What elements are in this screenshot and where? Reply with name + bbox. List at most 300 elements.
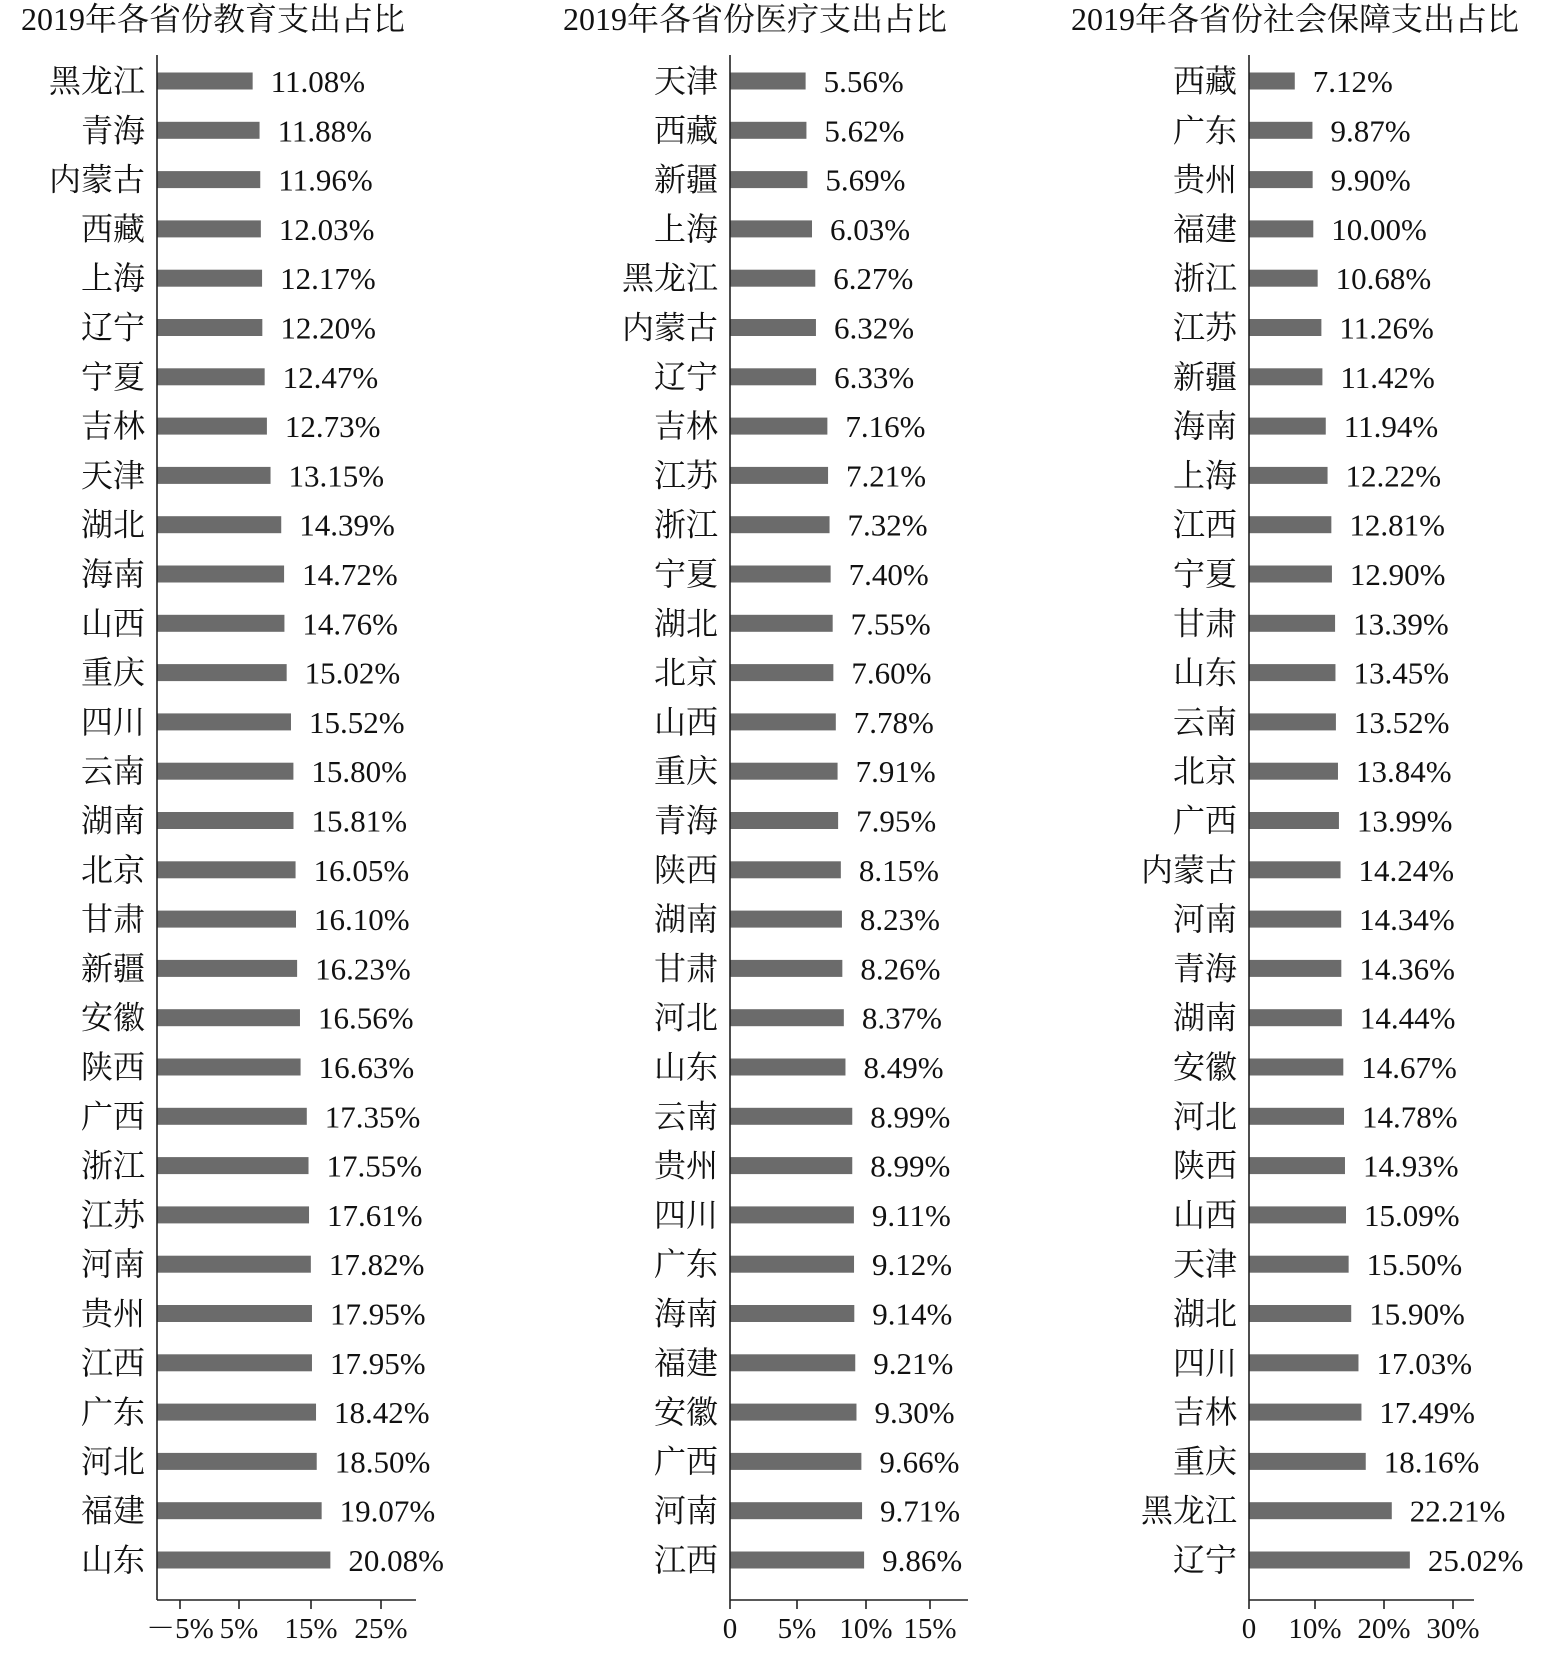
bar — [157, 566, 284, 583]
chart-title: 2019年各省份教育支出占比 — [20, 1, 406, 37]
bar — [1249, 713, 1336, 730]
x-tick-label: 5% — [777, 1613, 817, 1645]
category-label: 江苏 — [653, 457, 718, 494]
bar — [1249, 615, 1335, 632]
data-label: 15.90% — [1369, 1296, 1465, 1332]
category-label: 北京 — [1172, 753, 1237, 790]
category-label: 河南 — [653, 1492, 718, 1529]
category-label: 吉林 — [80, 408, 145, 445]
data-label: 6.33% — [834, 359, 915, 395]
data-label: 14.67% — [1361, 1050, 1457, 1085]
data-label: 8.99% — [870, 1099, 951, 1135]
bar — [730, 73, 806, 90]
data-label: 16.56% — [317, 1000, 414, 1036]
category-label: 福建 — [80, 1492, 145, 1529]
bar — [1249, 1059, 1343, 1076]
x-tick-label: 10% — [1288, 1613, 1342, 1645]
bar — [157, 1502, 322, 1519]
bar — [730, 467, 828, 484]
data-label: 8.99% — [870, 1148, 951, 1184]
bar — [157, 911, 296, 928]
data-label: 9.86% — [882, 1543, 963, 1578]
bar — [157, 1009, 300, 1026]
category-label: 山东 — [1172, 654, 1237, 691]
bar — [730, 1206, 854, 1223]
bar — [1249, 960, 1341, 977]
bar — [730, 220, 812, 237]
data-label: 11.96% — [278, 162, 373, 198]
bar — [730, 1305, 854, 1322]
bar — [157, 1059, 301, 1076]
data-label: 14.24% — [1358, 852, 1455, 888]
category-label: 内蒙古 — [48, 161, 145, 198]
data-label: 17.95% — [329, 1345, 426, 1381]
x-ticks-group — [1242, 1600, 1480, 1645]
category-label: 辽宁 — [653, 358, 718, 395]
chart-panel-healthcare — [563, 1, 968, 1645]
bar — [157, 1206, 309, 1223]
data-label: 8.49% — [863, 1050, 944, 1085]
category-label: 浙江 — [1172, 260, 1237, 297]
x-tick-label: 15% — [903, 1613, 957, 1645]
category-label: 湖北 — [1172, 1295, 1237, 1332]
data-label: 12.90% — [1349, 557, 1446, 592]
bar — [1249, 1206, 1346, 1223]
bar — [157, 319, 262, 336]
bar — [157, 713, 291, 730]
data-label: 7.32% — [847, 507, 928, 543]
category-label: 广东 — [653, 1246, 718, 1283]
category-label: 陕西 — [1172, 1147, 1237, 1184]
category-label: 吉林 — [1172, 1394, 1237, 1431]
data-label: 7.12% — [1312, 64, 1393, 99]
data-label: 9.71% — [880, 1493, 961, 1529]
bar — [157, 516, 281, 533]
chart-panel-education — [21, 1, 444, 1645]
category-label: 江西 — [653, 1542, 718, 1578]
category-label: 青海 — [653, 802, 718, 839]
category-label: 河南 — [80, 1246, 145, 1283]
data-label: 7.40% — [848, 557, 929, 592]
data-label: 11.88% — [277, 113, 373, 149]
data-label: 14.39% — [299, 507, 395, 543]
data-label: 15.52% — [308, 704, 405, 740]
bar — [1249, 73, 1295, 90]
category-label: 青海 — [1172, 950, 1237, 987]
bar — [157, 812, 293, 829]
bar — [1249, 368, 1322, 385]
category-label: 重庆 — [80, 654, 145, 691]
chart-panel-social-security — [1071, 1, 1523, 1645]
category-label: 重庆 — [1172, 1443, 1237, 1480]
bar — [730, 1157, 852, 1174]
bar — [1249, 1108, 1344, 1125]
x-tick-label: 10% — [839, 1613, 893, 1645]
bar — [730, 1108, 852, 1125]
category-label: 山东 — [80, 1542, 145, 1578]
category-label: 贵州 — [1172, 161, 1237, 198]
category-label: 海南 — [1172, 408, 1237, 445]
category-label: 江苏 — [80, 1196, 145, 1233]
bar — [1249, 861, 1341, 878]
category-label: 甘肃 — [80, 901, 145, 938]
category-label: 四川 — [1172, 1344, 1237, 1381]
category-label: 天津 — [80, 457, 145, 494]
data-label: 17.82% — [328, 1247, 425, 1283]
category-label: 上海 — [80, 260, 145, 297]
x-tick-label: 0 — [722, 1613, 738, 1645]
bar — [730, 763, 838, 780]
bar — [1249, 1256, 1349, 1273]
data-label: 17.55% — [326, 1148, 423, 1184]
bar — [157, 861, 296, 878]
data-label: 12.73% — [284, 409, 381, 445]
category-label: 河北 — [653, 999, 718, 1036]
data-label: 17.35% — [324, 1099, 421, 1135]
bar — [730, 418, 827, 435]
bar — [730, 812, 838, 829]
data-label: 10.00% — [1331, 211, 1427, 247]
bar — [1249, 418, 1326, 435]
bar — [730, 270, 815, 287]
category-label: 北京 — [80, 851, 145, 888]
category-label: 甘肃 — [1172, 605, 1237, 642]
category-label: 山西 — [1172, 1196, 1237, 1233]
x-tick-label: 30% — [1426, 1613, 1480, 1645]
bar — [1249, 911, 1341, 928]
category-label: 云南 — [653, 1098, 718, 1135]
bar — [730, 1354, 855, 1371]
chart-title: 2019年各省份医疗支出占比 — [562, 1, 948, 37]
category-label: 河南 — [1172, 901, 1237, 938]
data-label: 14.72% — [302, 557, 398, 592]
bar — [157, 1404, 316, 1421]
bar — [1249, 171, 1313, 188]
bar — [157, 763, 293, 780]
data-label: 9.14% — [872, 1296, 953, 1332]
category-label: 宁夏 — [653, 556, 718, 592]
category-label: 西藏 — [1172, 63, 1237, 99]
bar — [157, 418, 267, 435]
data-label: 13.45% — [1353, 655, 1450, 691]
bar — [1249, 1157, 1345, 1174]
category-label: 广西 — [653, 1443, 718, 1480]
data-label: 7.16% — [845, 409, 926, 445]
bar — [1249, 1502, 1392, 1519]
data-label: 18.42% — [334, 1395, 430, 1431]
data-label: 15.81% — [311, 803, 408, 839]
bar — [730, 1453, 861, 1470]
bar — [157, 1354, 312, 1371]
data-label: 9.90% — [1330, 162, 1411, 198]
bar — [1249, 664, 1335, 681]
bar — [157, 1157, 309, 1174]
category-label: 湖北 — [80, 506, 145, 543]
category-label: 黑龙江 — [1140, 1492, 1237, 1529]
data-label: 11.26% — [1339, 310, 1434, 346]
bar — [730, 1256, 854, 1273]
category-label: 安徽 — [80, 999, 145, 1036]
data-label: 5.56% — [823, 64, 904, 99]
data-label: 9.66% — [879, 1444, 960, 1480]
category-label: 江西 — [1172, 506, 1237, 543]
bar — [1249, 812, 1339, 829]
category-label: 湖南 — [80, 802, 145, 839]
category-label: 广西 — [1172, 802, 1237, 839]
category-label: 山西 — [80, 605, 145, 642]
bar — [157, 467, 271, 484]
bars-group — [1141, 63, 1523, 1578]
x-tick-label: 25% — [354, 1613, 408, 1645]
category-label: 西藏 — [653, 112, 718, 149]
bar — [730, 960, 842, 977]
x-tick-label: 15% — [284, 1613, 338, 1645]
bar — [157, 1108, 307, 1125]
category-label: 黑龙江 — [48, 63, 145, 99]
category-label: 上海 — [653, 210, 718, 247]
bar — [1249, 1354, 1358, 1371]
data-label: 22.21% — [1409, 1493, 1506, 1529]
bar — [730, 171, 807, 188]
category-label: 四川 — [653, 1196, 718, 1233]
data-label: 11.08% — [270, 64, 366, 99]
bar — [730, 861, 841, 878]
data-label: 15.09% — [1364, 1197, 1460, 1233]
bar — [1249, 1453, 1366, 1470]
data-label: 10.68% — [1335, 261, 1432, 297]
category-label: 新疆 — [1172, 358, 1237, 395]
data-label: 12.47% — [282, 359, 379, 395]
data-label: 13.84% — [1355, 754, 1452, 790]
category-label: 新疆 — [653, 161, 718, 198]
data-label: 5.62% — [824, 113, 905, 149]
category-label: 安徽 — [653, 1394, 718, 1431]
category-label: 四川 — [80, 703, 145, 740]
data-label: 16.23% — [315, 951, 411, 987]
data-label: 17.49% — [1379, 1395, 1476, 1431]
data-label: 7.78% — [853, 704, 934, 740]
category-label: 吉林 — [653, 408, 718, 445]
category-label: 黑龙江 — [621, 260, 718, 297]
category-label: 西藏 — [80, 210, 145, 247]
data-label: 6.27% — [833, 261, 914, 297]
data-label: 8.15% — [858, 852, 939, 888]
x-tick-label: 0 — [1241, 1613, 1257, 1645]
bar — [730, 319, 816, 336]
data-label: 7.91% — [855, 754, 936, 790]
bar — [730, 1502, 862, 1519]
x-ticks-group — [146, 1600, 407, 1645]
bar — [1249, 319, 1321, 336]
category-label: 新疆 — [80, 950, 145, 987]
category-label: 广西 — [80, 1098, 145, 1135]
data-label: 9.87% — [1330, 113, 1411, 149]
category-label: 安徽 — [1172, 1049, 1237, 1085]
category-label: 辽宁 — [80, 309, 145, 346]
bar — [1249, 467, 1328, 484]
category-label: 陕西 — [80, 1049, 145, 1085]
bar — [157, 270, 262, 287]
bar — [1249, 220, 1313, 237]
data-label: 16.63% — [318, 1050, 415, 1085]
data-label: 11.94% — [1343, 409, 1439, 445]
bars-group — [622, 63, 962, 1578]
bar — [157, 122, 260, 139]
x-tick-label: 20% — [1357, 1613, 1411, 1645]
data-label: 6.32% — [833, 310, 915, 346]
bar — [730, 1552, 864, 1569]
category-label: 海南 — [80, 556, 145, 592]
category-label: 福建 — [653, 1344, 718, 1381]
category-label: 福建 — [1172, 210, 1237, 247]
bar — [157, 615, 284, 632]
data-label: 12.17% — [280, 261, 376, 297]
data-label: 8.37% — [861, 1000, 942, 1036]
data-label: 25.02% — [1427, 1543, 1524, 1578]
data-label: 13.99% — [1356, 803, 1453, 839]
category-label: 宁夏 — [80, 358, 145, 395]
data-label: 14.78% — [1362, 1099, 1458, 1135]
bar — [730, 516, 830, 533]
bar — [730, 664, 833, 681]
data-label: 11.42% — [1340, 359, 1435, 395]
bar — [157, 73, 253, 90]
data-label: 12.20% — [280, 310, 376, 346]
bar — [1249, 566, 1332, 583]
category-label: 河北 — [80, 1443, 145, 1480]
bars-group — [49, 63, 444, 1578]
category-label: 云南 — [1172, 703, 1237, 740]
data-label: 5.69% — [825, 162, 906, 198]
category-label: 海南 — [653, 1295, 718, 1332]
data-label: 18.50% — [334, 1444, 431, 1480]
data-label: 12.81% — [1349, 507, 1445, 543]
category-label: 湖南 — [653, 901, 718, 938]
category-label: 江苏 — [1172, 309, 1237, 346]
data-label: 14.44% — [1359, 1000, 1456, 1036]
bar — [157, 220, 261, 237]
category-label: 云南 — [80, 753, 145, 790]
data-label: 7.21% — [846, 458, 927, 494]
bar — [730, 122, 806, 139]
chart-title: 2019年各省份社会保障支出占比 — [1070, 1, 1520, 37]
category-label: 湖北 — [653, 605, 718, 642]
data-label: 15.02% — [304, 655, 401, 691]
category-label: 天津 — [1172, 1246, 1237, 1283]
category-label: 天津 — [653, 63, 718, 99]
data-label: 9.30% — [874, 1395, 955, 1431]
data-label: 14.93% — [1362, 1148, 1459, 1184]
category-label: 浙江 — [653, 506, 718, 543]
category-label: 江西 — [80, 1344, 145, 1381]
bar — [730, 566, 831, 583]
category-label: 陕西 — [653, 851, 718, 888]
category-label: 浙江 — [80, 1147, 145, 1184]
data-label: 7.60% — [851, 655, 932, 691]
data-label: 9.11% — [871, 1197, 951, 1233]
bar — [730, 368, 816, 385]
data-label: 15.50% — [1366, 1247, 1463, 1283]
data-label: 8.23% — [859, 902, 941, 938]
category-label: 宁夏 — [1172, 556, 1237, 592]
category-label: 北京 — [653, 654, 718, 691]
bar — [157, 368, 265, 385]
bar — [1249, 122, 1312, 139]
bar — [157, 960, 297, 977]
data-label: 20.08% — [348, 1543, 444, 1578]
data-label: 18.16% — [1383, 1444, 1480, 1480]
category-label: 重庆 — [653, 753, 718, 790]
bar — [157, 171, 260, 188]
data-label: 9.12% — [872, 1247, 953, 1283]
data-label: 17.03% — [1376, 1345, 1473, 1381]
x-ticks-group — [723, 1600, 957, 1645]
bar — [157, 1552, 330, 1569]
bar — [730, 911, 842, 928]
bar — [1249, 1009, 1342, 1026]
x-tick-label: 5% — [219, 1613, 259, 1645]
data-label: 13.15% — [288, 458, 385, 494]
category-label: 贵州 — [653, 1147, 718, 1184]
category-label: 内蒙古 — [621, 309, 718, 346]
data-label: 16.05% — [313, 852, 410, 888]
data-label: 14.76% — [302, 606, 399, 642]
bar — [730, 615, 833, 632]
bar — [1249, 763, 1338, 780]
category-label: 广东 — [1172, 112, 1237, 149]
data-label: 9.21% — [873, 1345, 954, 1381]
category-label: 山东 — [653, 1049, 718, 1085]
data-label: 14.34% — [1359, 902, 1455, 938]
data-label: 15.80% — [311, 754, 407, 790]
data-label: 17.95% — [329, 1296, 426, 1332]
data-label: 6.03% — [830, 211, 911, 247]
data-label: 19.07% — [339, 1493, 436, 1529]
data-label: 7.95% — [856, 803, 937, 839]
bar — [157, 1305, 312, 1322]
bar — [1249, 270, 1318, 287]
bar — [157, 1453, 317, 1470]
category-label: 湖南 — [1172, 999, 1237, 1036]
bar — [1249, 516, 1331, 533]
category-label: 河北 — [1172, 1098, 1237, 1135]
data-label: 16.10% — [313, 902, 410, 938]
data-label: 14.36% — [1359, 951, 1455, 987]
data-label: 13.39% — [1353, 606, 1449, 642]
data-label: 8.26% — [860, 951, 941, 987]
x-tick-label: －5% — [146, 1613, 214, 1645]
data-label: 17.61% — [327, 1197, 423, 1233]
bar — [730, 713, 836, 730]
category-label: 上海 — [1172, 457, 1237, 494]
category-label: 贵州 — [80, 1295, 145, 1332]
bar — [157, 664, 287, 681]
bar — [1249, 1305, 1351, 1322]
category-label: 山西 — [653, 703, 718, 740]
data-label: 13.52% — [1353, 704, 1450, 740]
data-label: 12.22% — [1345, 458, 1442, 494]
category-label: 青海 — [80, 112, 145, 149]
category-label: 甘肃 — [653, 950, 718, 987]
category-label: 内蒙古 — [1140, 851, 1237, 888]
bar — [1249, 1552, 1410, 1569]
bar — [157, 1256, 311, 1273]
bar — [730, 1404, 856, 1421]
bar — [730, 1059, 845, 1076]
bar — [730, 1009, 844, 1026]
category-label: 辽宁 — [1172, 1542, 1237, 1578]
bar — [1249, 1404, 1361, 1421]
